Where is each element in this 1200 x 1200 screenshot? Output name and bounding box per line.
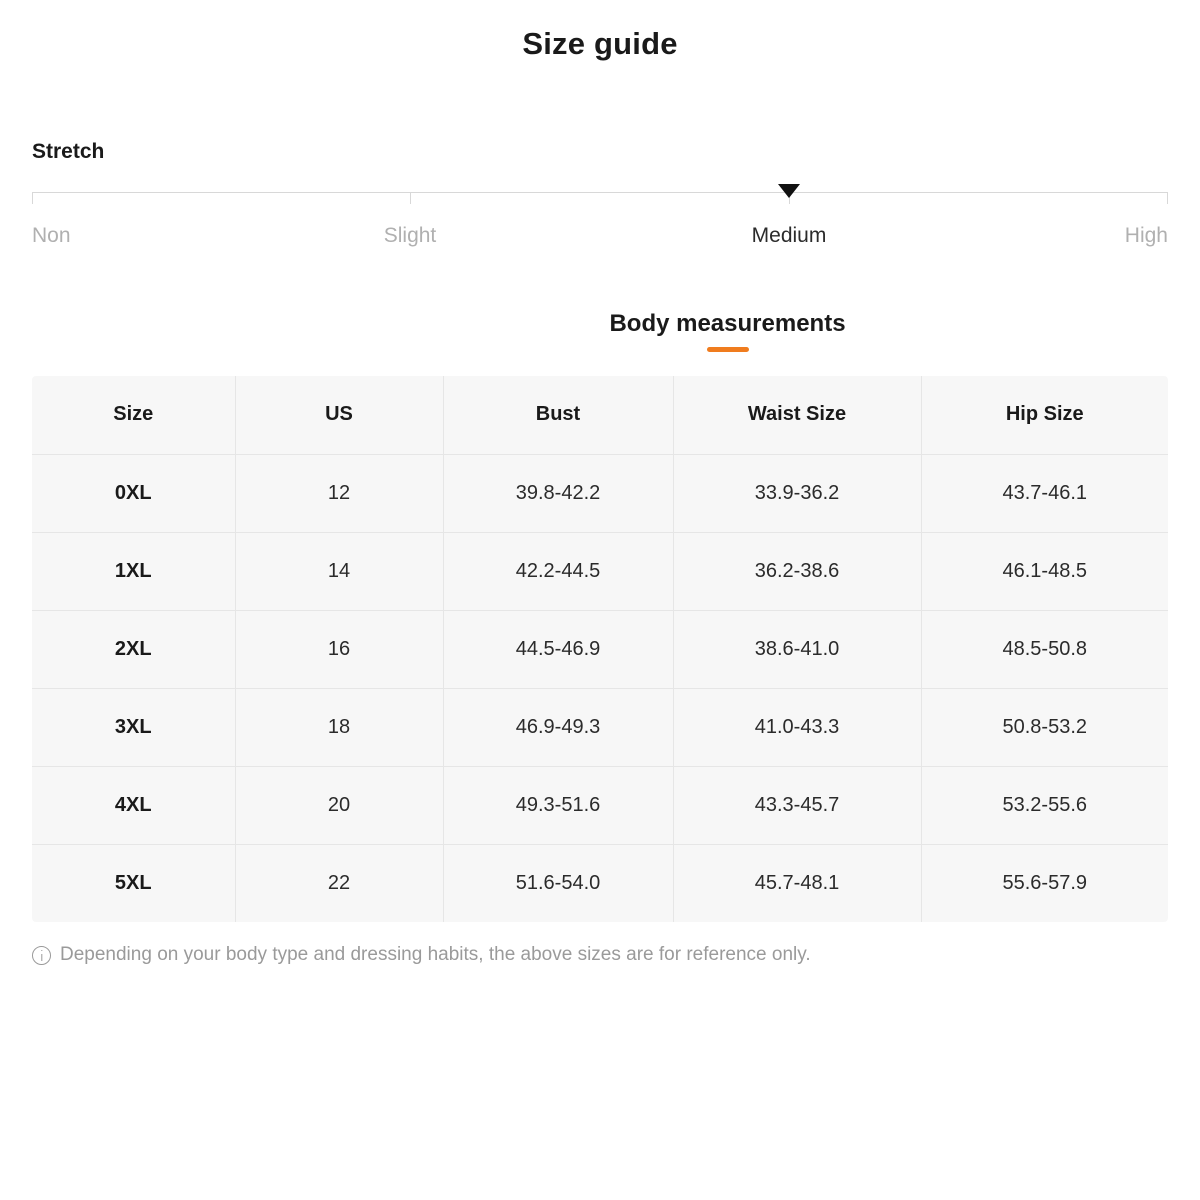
scale-tick-high <box>1167 192 1168 204</box>
cell-waist: 33.9-36.2 <box>673 454 921 532</box>
cell-hip: 43.7-46.1 <box>921 454 1168 532</box>
cell-size: 0XL <box>32 454 235 532</box>
cell-size: 2XL <box>32 610 235 688</box>
heading-underline <box>707 347 749 352</box>
cell-bust: 42.2-44.5 <box>443 532 673 610</box>
cell-hip: 46.1-48.5 <box>921 532 1168 610</box>
cell-us: 22 <box>235 844 443 922</box>
column-header-us: US <box>235 376 443 454</box>
cell-size: 5XL <box>32 844 235 922</box>
cell-size: 4XL <box>32 766 235 844</box>
scale-label-high: High <box>1124 224 1168 247</box>
scale-labels <box>32 224 1168 252</box>
cell-bust: 49.3-51.6 <box>443 766 673 844</box>
cell-bust: 51.6-54.0 <box>443 844 673 922</box>
stretch-marker-triangle-icon <box>778 184 800 198</box>
column-header-hip: Hip Size <box>921 376 1168 454</box>
scale-tick-slight <box>410 192 411 204</box>
scale-label-slight: Slight <box>383 224 437 247</box>
cell-us: 14 <box>235 532 443 610</box>
column-header-bust: Bust <box>443 376 673 454</box>
scale-label-medium: Medium <box>751 224 827 247</box>
stretch-section <box>32 62 1168 258</box>
table-row <box>32 454 1168 532</box>
cell-hip: 53.2-55.6 <box>921 766 1168 844</box>
cell-us: 20 <box>235 766 443 844</box>
scale-label-non: Non <box>32 224 71 247</box>
body-measurements-header <box>32 258 1168 352</box>
table-row <box>32 532 1168 610</box>
size-table-wrapper <box>32 376 1168 922</box>
table-row <box>32 766 1168 844</box>
cell-hip: 48.5-50.8 <box>921 610 1168 688</box>
cell-bust: 46.9-49.3 <box>443 688 673 766</box>
table-row <box>32 688 1168 766</box>
footnote-text: Depending on your body type and dressing habits, the above sizes are for reference only. <box>60 944 811 965</box>
cell-size: 1XL <box>32 532 235 610</box>
cell-hip: 50.8-53.2 <box>921 688 1168 766</box>
stretch-label: Stretch <box>32 140 105 163</box>
cell-hip: 55.6-57.9 <box>1002 871 1087 894</box>
footnote <box>32 944 1168 966</box>
cell-size: 3XL <box>32 688 235 766</box>
cell-waist: 41.0-43.3 <box>673 688 921 766</box>
cell-bust: 44.5-46.9 <box>443 610 673 688</box>
body-measurements-heading: Body measurements <box>609 310 846 337</box>
stretch-scale[interactable] <box>32 192 1168 258</box>
cell-waist: 36.2-38.6 <box>673 532 921 610</box>
size-table <box>32 376 1168 922</box>
column-header-waist: Waist Size <box>673 376 921 454</box>
info-icon <box>32 946 51 965</box>
table-header-row <box>32 376 1168 454</box>
table-row <box>32 610 1168 688</box>
cell-waist: 45.7-48.1 <box>673 844 921 922</box>
body-measurements-heading-box <box>609 310 845 352</box>
scale-track <box>32 192 1168 193</box>
table-row <box>32 844 1168 922</box>
size-table-body <box>32 454 1168 922</box>
scale-tick-non <box>32 192 33 204</box>
cell-us: 16 <box>235 610 443 688</box>
size-table-head <box>32 376 1168 454</box>
cell-us: 18 <box>235 688 443 766</box>
column-header-size: Size <box>32 376 235 454</box>
cell-us: 12 <box>235 454 443 532</box>
cell-waist: 38.6-41.0 <box>673 610 921 688</box>
page-title: Size guide <box>522 26 678 61</box>
cell-waist: 43.3-45.7 <box>673 766 921 844</box>
cell-bust: 39.8-42.2 <box>443 454 673 532</box>
